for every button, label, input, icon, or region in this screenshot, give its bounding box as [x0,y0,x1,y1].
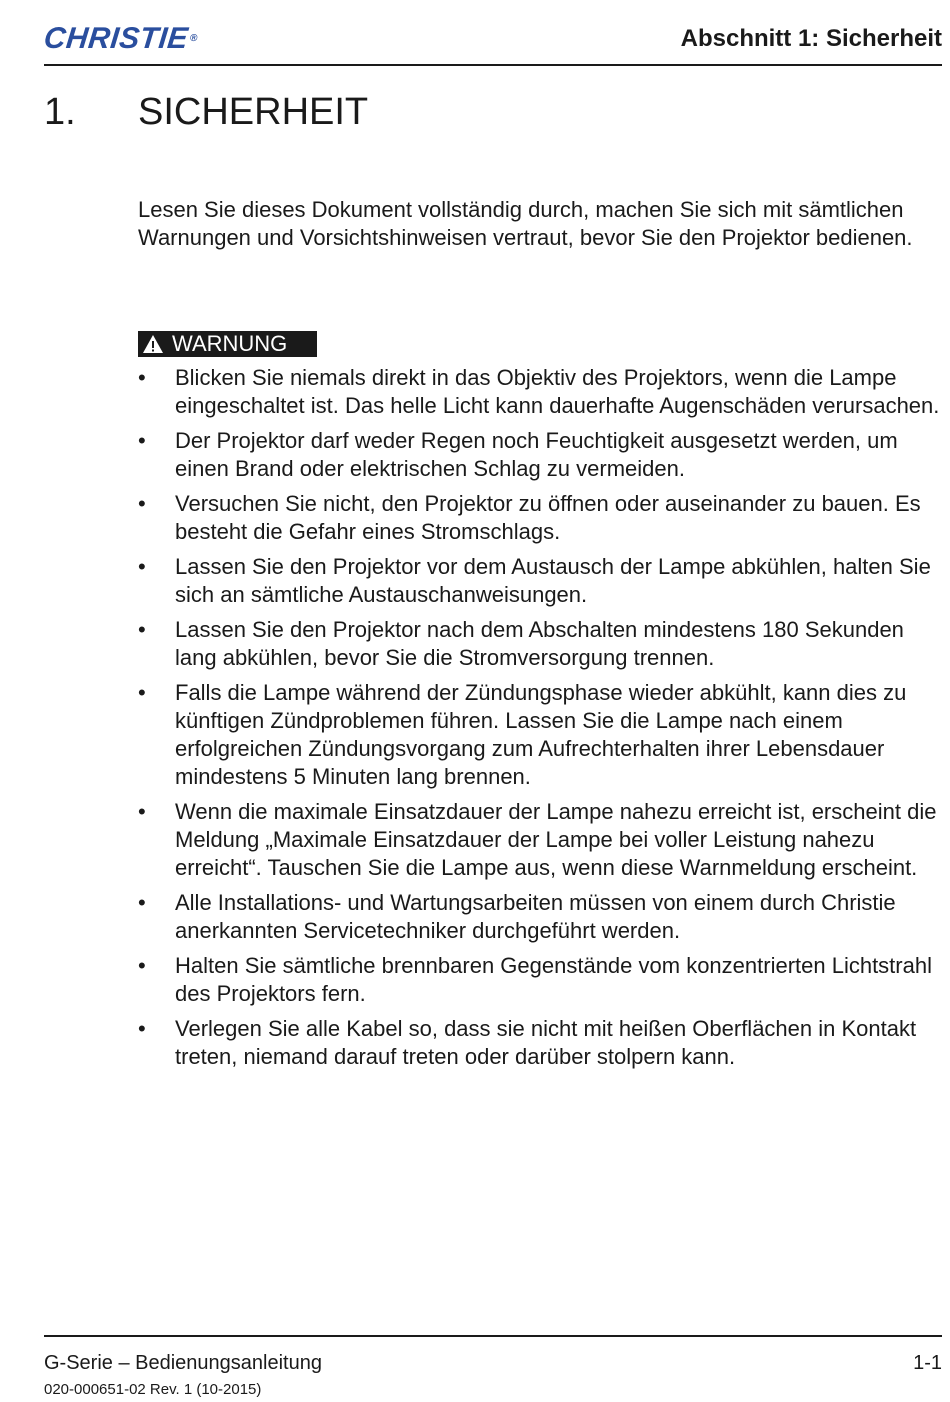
list-item [138,679,942,791]
bullet-icon: • [138,554,146,579]
list-item-text: Der Projektor darf weder Regen noch Feuchtigkeit ausgesetzt werden, um einen Brand oder elektrischen Schlag zu vermeiden. [175,428,898,481]
list-item-text: Wenn die maximale Einsatzdauer der Lampe nahezu erreicht ist, erscheint die Meldung „Maximale Einsatzdauer der Lampe bei voller Leistung nahezu erreicht“. Tauschen Sie die Lampe aus, wenn diese Warnmeldung erscheint. [175,799,937,880]
registered-mark: ® [189,33,199,44]
bullet-icon: • [138,890,146,915]
list-item [138,364,942,420]
list-item [138,553,942,609]
warning-triangle-icon [142,334,164,354]
bullet-icon: • [138,491,146,516]
warning-badge [138,331,317,357]
list-item-text: Lassen Sie den Projektor vor dem Austausch der Lampe abkühlen, halten Sie sich an sämtliche Austauschanweisungen. [175,554,931,607]
warning-list [138,364,942,1078]
page-header [44,0,942,66]
section-title: Abschnitt 1: Sicherheit [680,25,942,52]
chapter-title: SICHERHEIT [138,91,369,133]
list-item [138,1015,942,1071]
intro-paragraph: Lesen Sie dieses Dokument vollständig durch, machen Sie sich mit sämtlichen Warnungen und Vorsichtshinweisen vertraut, bevor Sie den Projektor bedienen. [138,197,913,250]
list-item-text: Halten Sie sämtliche brennbaren Gegenstände vom konzentrierten Lichtstrahl des Projektors fern. [175,953,932,1006]
bullet-icon: • [138,617,146,642]
footer-document-title: G-Serie – Bedienungsanleitung [44,1352,322,1374]
list-item-text: Versuchen Sie nicht, den Projektor zu öffnen oder auseinander zu bauen. Es besteht die Gefahr eines Stromschlags. [175,491,921,544]
list-item-text: Lassen Sie den Projektor nach dem Abschalten mindestens 180 Sekunden lang abkühlen, bevor Sie die Stromversorgung trennen. [175,617,904,670]
list-item [138,889,942,945]
list-item [138,490,942,546]
bullet-icon: • [138,799,146,824]
bullet-icon: • [138,428,146,453]
page-footer [44,1335,942,1398]
footer-page-number: 1-1 [913,1352,942,1374]
list-item-text: Blicken Sie niemals direkt in das Objektiv des Projektors, wenn die Lampe eingeschaltet ist. Das helle Licht kann dauerhafte Augenschäden verursachen. [175,365,940,418]
list-item [138,616,942,672]
christie-logo [42,22,199,56]
list-item [138,427,942,483]
bullet-icon: • [138,953,146,978]
footer-reference: 020-000651-02 Rev. 1 (10-2015) [44,1381,262,1398]
bullet-icon: • [138,1016,146,1041]
bullet-icon: • [138,365,146,390]
list-item [138,798,942,882]
list-item-text: Verlegen Sie alle Kabel so, dass sie nicht mit heißen Oberflächen in Kontakt treten, niemand darauf treten oder darüber stolpern kann. [175,1016,917,1069]
logo-text: CHRISTIE [42,22,190,55]
chapter-number: 1. [44,91,76,133]
bullet-icon: • [138,680,146,705]
list-item-text: Alle Installations- und Wartungsarbeiten müssen von einem durch Christie anerkannten Servicetechniker durchgeführt werden. [175,890,896,943]
warning-label: WARNUNG [172,331,288,356]
list-item [138,952,942,1008]
list-item-text: Falls die Lampe während der Zündungsphase wieder abkühlt, kann dies zu künftigen Zündproblemen führen. Lassen Sie die Lampe nach einem erfolgreichen Zündungsvorgang zum Aufrechterhalten ihrer Lebensdauer mindestens 5 Minuten lang brennen. [175,680,907,789]
